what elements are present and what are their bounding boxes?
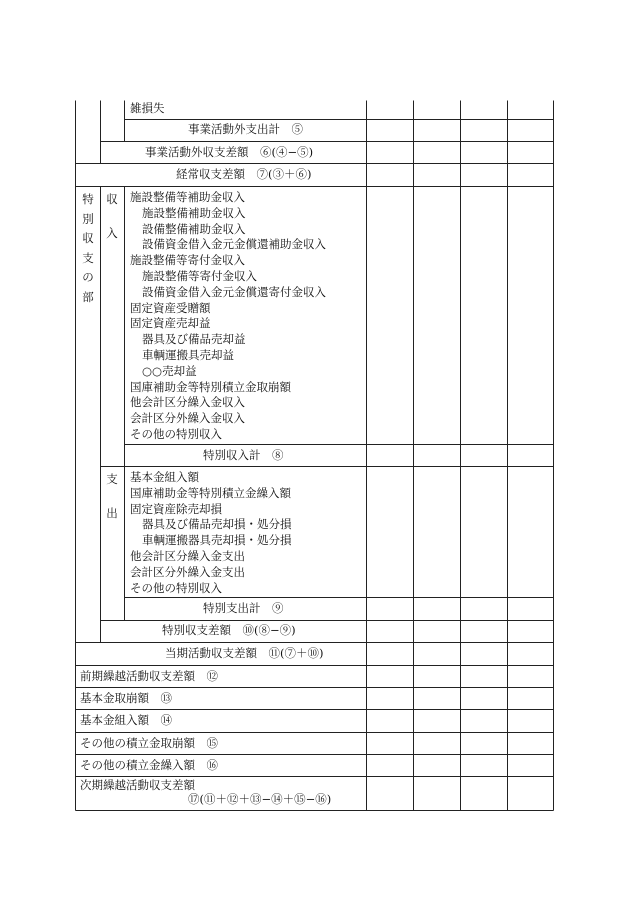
- row-tokubetsu-shushi-sagaku: 特別収支差額 ⑩(⑧−⑨): [162, 623, 296, 637]
- list-item: 設備整備補助金収入: [142, 221, 246, 236]
- list-item: 施設整備等寄付金収入: [142, 269, 257, 283]
- row-tokubetsu-shishutsu-kei: 特別支出計 ⑨: [203, 601, 284, 615]
- list-item: 施設整備等補助金収入: [130, 190, 245, 204]
- row-zenki-kurikoshi: 前期繰越活動収支差額 ⑫: [80, 669, 218, 683]
- section-label-char: 部: [82, 290, 94, 304]
- list-item: 固定資産受贈額: [130, 300, 211, 315]
- list-item: 車輌運搬具売却益: [142, 348, 234, 362]
- list-item: その他の特別収入: [130, 427, 222, 441]
- section-label-char: 出: [106, 506, 118, 520]
- row-zatsu-sonshitsu: 雑損失: [130, 101, 165, 115]
- row-sonota-tsumitate-torikuzushi: その他の積立金取崩額 ⑮: [80, 736, 218, 750]
- list-item: 他会計区分繰入金収入: [130, 395, 245, 410]
- list-item: 施設整備補助金収入: [142, 205, 246, 220]
- list-item: 設備資金借入金元金償還補助金収入: [142, 237, 326, 252]
- row-jiki-kurikoshi-formula: ⑰(⑪＋⑫＋⑬−⑭＋⑮−⑯): [188, 792, 332, 806]
- list-item: 固定資産除売却損: [130, 501, 222, 516]
- list-item: 施設整備等寄付金収入: [130, 253, 245, 268]
- row-kihonkin-torikuzushi: 基本金取崩額 ⑬: [80, 691, 172, 705]
- list-item: 固定資産売却益: [130, 316, 211, 331]
- list-item: 国庫補助金等特別積立金取崩額: [130, 379, 291, 394]
- section-label-char: の: [82, 270, 94, 285]
- list-item: その他の特別収入: [130, 580, 222, 595]
- list-item: 車輌運搬器具売却損・処分損: [142, 533, 292, 548]
- section-label-char: 特: [82, 192, 94, 206]
- row-toki-katsudo-shushi-sagaku: 当期活動収支差額 ⑪(⑦＋⑩): [165, 646, 324, 660]
- section-label-char: 支: [82, 250, 94, 265]
- section-label-char: 入: [106, 226, 118, 240]
- row-keijo-shushi-sagaku: 経常収支差額 ⑦(③＋⑥): [176, 167, 312, 181]
- row-jigyo-gai-shushi-sagaku: 事業活動外収支差額 ⑥(④−⑤): [145, 145, 314, 159]
- section-label-char: 収: [82, 231, 94, 246]
- section-label-char: 支: [106, 472, 118, 486]
- list-item: 会計区分外繰入金収入: [130, 411, 245, 426]
- list-item: 国庫補助金等特別積立金繰入額: [130, 485, 291, 500]
- row-tokubetsu-shunyu-kei: 特別収入計 ⑧: [203, 448, 284, 462]
- section-label-char: 収: [106, 192, 118, 206]
- list-item: 他会計区分繰入金支出: [130, 549, 245, 563]
- section-label-char: 別: [82, 211, 94, 226]
- list-item: 器具及び備品売却損・処分損: [142, 517, 292, 532]
- list-item: 器具及び備品売却益: [142, 332, 246, 347]
- list-item: 会計区分外繰入金支出: [130, 564, 245, 579]
- row-jiki-kurikoshi-label: 次期繰越活動収支差額: [80, 778, 195, 792]
- row-sonota-tsumitate-kurikomi: その他の積立金繰入額 ⑯: [80, 758, 218, 772]
- list-item: ○○売却益: [142, 363, 197, 378]
- list-item: 設備資金借入金元金償還寄付金収入: [142, 284, 326, 299]
- list-item: 基本金組入額: [130, 470, 199, 484]
- row-jigyo-gai-shishutsu-kei: 事業活動外支出計 ⑤: [188, 122, 303, 136]
- row-kihonkin-kumiire: 基本金組入額 ⑭: [80, 713, 172, 727]
